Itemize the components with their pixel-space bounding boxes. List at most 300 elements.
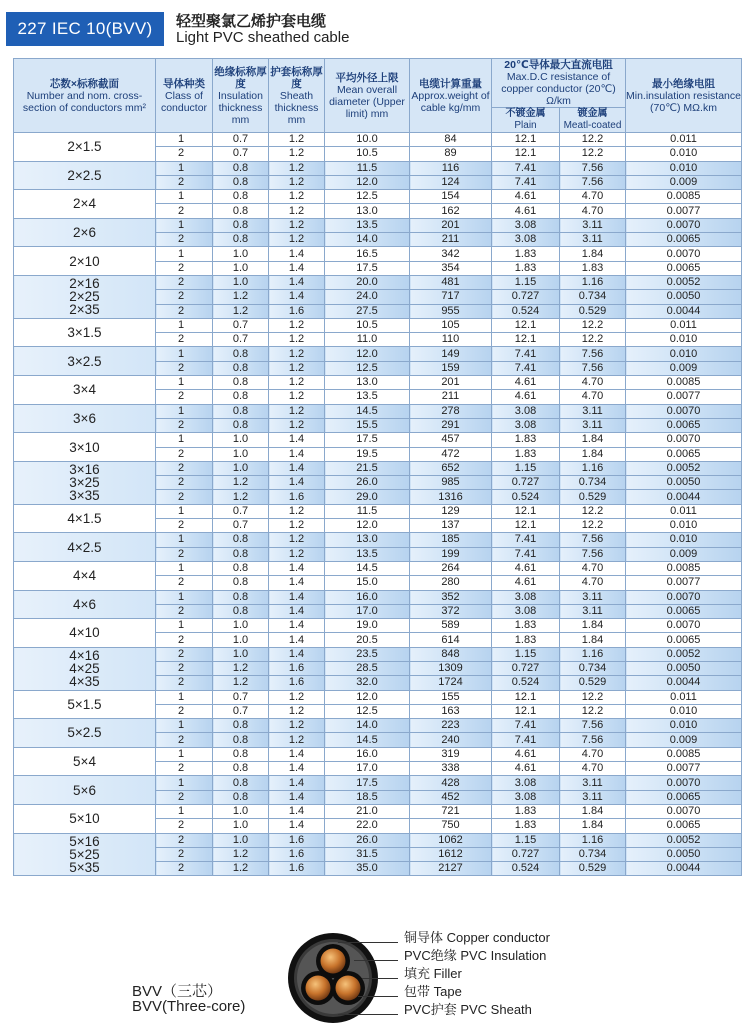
cell-sheath: 1.4 [269, 647, 325, 661]
cell-min-insulation: 0.0070 [626, 804, 742, 818]
cell-min-insulation: 0.0070 [626, 776, 742, 790]
cell-insulation: 0.8 [213, 790, 269, 804]
size-value: 2×6 [73, 225, 96, 241]
label-copper-conductor: 铜导体 Copper conductor [404, 930, 550, 945]
cell-class: 2 [156, 704, 213, 718]
cell-diameter: 17.0 [325, 762, 410, 776]
table-row [14, 590, 742, 604]
conductor-shape [336, 976, 361, 1001]
cell-insulation: 0.8 [213, 418, 269, 432]
cell-plain: 7.41 [492, 175, 560, 189]
cell-weight: 472 [410, 447, 492, 461]
cell-sheath: 1.4 [269, 261, 325, 275]
cell-plain: 0.727 [492, 847, 560, 861]
cell-sheath: 1.2 [269, 147, 325, 161]
cell-plain: 4.61 [492, 576, 560, 590]
cell-class: 1 [156, 804, 213, 818]
cell-sheath: 1.2 [269, 547, 325, 561]
cell-sheath: 1.4 [269, 747, 325, 761]
cell-sheath: 1.6 [269, 833, 325, 847]
conductor-shape [306, 976, 331, 1001]
cell-size [14, 161, 156, 190]
cell-class: 2 [156, 304, 213, 318]
cell-insulation: 1.0 [213, 433, 269, 447]
cell-min-insulation: 0.009 [626, 175, 742, 189]
cell-min-insulation: 0.011 [626, 504, 742, 518]
cell-sheath: 1.2 [269, 318, 325, 332]
cell-diameter: 12.0 [325, 347, 410, 361]
col-plain: 不镀金属 Plain [492, 108, 560, 133]
cell-diameter: 19.5 [325, 447, 410, 461]
cell-class: 2 [156, 390, 213, 404]
cell-plain: 7.41 [492, 719, 560, 733]
cell-diameter: 21.0 [325, 804, 410, 818]
cell-plain: 12.1 [492, 704, 560, 718]
cell-sheath: 1.6 [269, 661, 325, 675]
cell-diameter: 14.0 [325, 233, 410, 247]
cell-diameter: 18.5 [325, 790, 410, 804]
cell-plain: 12.1 [492, 133, 560, 147]
cell-insulation: 0.8 [213, 590, 269, 604]
cell-class: 2 [156, 204, 213, 218]
cell-insulation: 1.2 [213, 290, 269, 304]
cell-diameter: 11.0 [325, 333, 410, 347]
cell-weight: 291 [410, 418, 492, 432]
cell-min-insulation: 0.0077 [626, 390, 742, 404]
leader-line [354, 960, 398, 961]
table-row [14, 318, 742, 332]
cell-insulation: 0.8 [213, 733, 269, 747]
cell-sheath: 1.4 [269, 819, 325, 833]
cell-min-insulation: 0.0070 [626, 247, 742, 261]
table-row [14, 533, 742, 547]
cell-class: 1 [156, 318, 213, 332]
cell-sheath: 1.4 [269, 461, 325, 475]
cell-diameter: 20.0 [325, 275, 410, 289]
cell-coated: 7.56 [560, 347, 626, 361]
cell-coated: 1.16 [560, 275, 626, 289]
cell-class: 2 [156, 418, 213, 432]
col-diameter: 平均外径上限 Mean overall diameter (Upper limit) mm [325, 59, 410, 133]
cell-min-insulation: 0.0050 [626, 661, 742, 675]
cell-size [14, 376, 156, 405]
cell-coated: 1.84 [560, 804, 626, 818]
cell-class: 1 [156, 404, 213, 418]
cell-class: 2 [156, 819, 213, 833]
cell-min-insulation: 0.010 [626, 533, 742, 547]
cell-weight: 199 [410, 547, 492, 561]
cell-plain: 12.1 [492, 318, 560, 332]
col-insulation: 绝缘标称厚度 Insulation thickness mm [213, 59, 269, 133]
cell-insulation: 1.2 [213, 676, 269, 690]
size-value: 3×2.5 [67, 353, 102, 369]
cell-min-insulation: 0.010 [626, 719, 742, 733]
cell-insulation: 1.0 [213, 275, 269, 289]
cell-min-insulation: 0.009 [626, 361, 742, 375]
cell-coated: 12.2 [560, 147, 626, 161]
label-pvc-insulation: PVC绝缘 PVC Insulation [404, 948, 547, 963]
cell-insulation: 1.0 [213, 447, 269, 461]
cell-diameter: 12.5 [325, 190, 410, 204]
cell-sheath: 1.4 [269, 247, 325, 261]
cell-class: 2 [156, 519, 213, 533]
cell-class: 2 [156, 447, 213, 461]
cell-class: 1 [156, 719, 213, 733]
cell-sheath: 1.4 [269, 762, 325, 776]
cell-plain: 0.524 [492, 490, 560, 504]
cell-insulation: 1.0 [213, 833, 269, 847]
cell-weight: 201 [410, 376, 492, 390]
cell-min-insulation: 0.0052 [626, 647, 742, 661]
cell-plain: 3.08 [492, 233, 560, 247]
cell-insulation: 1.0 [213, 247, 269, 261]
cell-weight: 1612 [410, 847, 492, 861]
cell-size [14, 133, 156, 162]
cell-coated: 3.11 [560, 418, 626, 432]
cell-diameter: 17.0 [325, 604, 410, 618]
table-row [14, 247, 742, 261]
cell-coated: 0.529 [560, 304, 626, 318]
cell-insulation: 1.2 [213, 490, 269, 504]
cell-insulation: 0.8 [213, 547, 269, 561]
cell-plain: 1.83 [492, 819, 560, 833]
cell-diameter: 11.5 [325, 504, 410, 518]
cell-insulation: 0.8 [213, 719, 269, 733]
cell-weight: 211 [410, 390, 492, 404]
cell-coated: 4.70 [560, 561, 626, 575]
cell-class: 2 [156, 862, 213, 876]
table-row [14, 218, 742, 232]
cell-diameter: 32.0 [325, 676, 410, 690]
cell-weight: 589 [410, 619, 492, 633]
cell-min-insulation: 0.0044 [626, 304, 742, 318]
cell-insulation: 0.8 [213, 762, 269, 776]
leader-line [362, 978, 398, 979]
cell-weight: 110 [410, 333, 492, 347]
cell-size [14, 690, 156, 719]
size-value: 3×1.5 [67, 325, 102, 341]
cell-weight: 457 [410, 433, 492, 447]
cell-min-insulation: 0.0085 [626, 376, 742, 390]
cell-plain: 7.41 [492, 347, 560, 361]
cell-plain: 12.1 [492, 504, 560, 518]
cell-min-insulation: 0.0065 [626, 447, 742, 461]
cell-min-insulation: 0.0070 [626, 218, 742, 232]
cell-sheath: 1.2 [269, 133, 325, 147]
size-value: 5×1.5 [67, 696, 102, 712]
table-row [14, 190, 742, 204]
cell-coated: 4.70 [560, 747, 626, 761]
cell-plain: 0.524 [492, 676, 560, 690]
cell-coated: 7.56 [560, 733, 626, 747]
cell-sheath: 1.2 [269, 161, 325, 175]
cell-plain: 4.61 [492, 190, 560, 204]
table-row [14, 619, 742, 633]
cell-weight: 149 [410, 347, 492, 361]
cell-weight: 338 [410, 762, 492, 776]
cell-insulation: 0.8 [213, 561, 269, 575]
cell-class: 2 [156, 790, 213, 804]
cell-plain: 3.08 [492, 404, 560, 418]
cell-insulation: 1.2 [213, 862, 269, 876]
cell-class: 2 [156, 676, 213, 690]
cell-insulation: 0.8 [213, 747, 269, 761]
cell-insulation: 0.7 [213, 318, 269, 332]
cell-coated: 4.70 [560, 390, 626, 404]
cell-insulation: 0.8 [213, 404, 269, 418]
cell-coated: 1.16 [560, 647, 626, 661]
cell-coated: 7.56 [560, 533, 626, 547]
cell-class: 2 [156, 233, 213, 247]
model-badge: 227 IEC 10(BVV) [6, 12, 164, 46]
cell-plain: 12.1 [492, 147, 560, 161]
col-coated: 镀金属 Meatl-coated [560, 108, 626, 133]
leader-line [338, 1014, 398, 1015]
table-header [14, 59, 742, 133]
cell-insulation: 1.0 [213, 619, 269, 633]
cell-coated: 1.84 [560, 433, 626, 447]
size-value: 3×4 [73, 382, 96, 398]
table-row [14, 347, 742, 361]
cell-plain: 4.61 [492, 762, 560, 776]
cell-coated: 12.2 [560, 519, 626, 533]
cell-insulation: 0.8 [213, 218, 269, 232]
cell-plain: 1.15 [492, 833, 560, 847]
cell-size [14, 275, 156, 318]
cell-insulation: 0.8 [213, 533, 269, 547]
cell-diameter: 24.0 [325, 290, 410, 304]
cell-weight: 1062 [410, 833, 492, 847]
cell-plain: 12.1 [492, 333, 560, 347]
cell-min-insulation: 0.0050 [626, 290, 742, 304]
cell-min-insulation: 0.0065 [626, 604, 742, 618]
cell-diameter: 12.0 [325, 690, 410, 704]
cell-size [14, 804, 156, 833]
cell-min-insulation: 0.0065 [626, 790, 742, 804]
cell-insulation: 0.7 [213, 333, 269, 347]
cell-min-insulation: 0.010 [626, 519, 742, 533]
cell-plain: 4.61 [492, 376, 560, 390]
cell-plain: 3.08 [492, 418, 560, 432]
col-sheath: 护套标称厚度 Sheath thickness mm [269, 59, 325, 133]
cell-sheath: 1.4 [269, 476, 325, 490]
cell-sheath: 1.2 [269, 361, 325, 375]
cell-weight: 201 [410, 218, 492, 232]
cell-class: 1 [156, 747, 213, 761]
cell-size [14, 776, 156, 805]
cell-weight: 223 [410, 719, 492, 733]
cell-class: 2 [156, 661, 213, 675]
cell-insulation: 0.7 [213, 704, 269, 718]
table-row [14, 747, 742, 761]
cell-size [14, 619, 156, 648]
cell-insulation: 1.2 [213, 304, 269, 318]
cell-min-insulation: 0.010 [626, 704, 742, 718]
col-resistance: 20℃导体最大直流电阻 Max.D.C resistance of copper conductor (20℃) Ω/km [492, 59, 626, 108]
cell-sheath: 1.2 [269, 347, 325, 361]
cell-sheath: 1.4 [269, 433, 325, 447]
cell-min-insulation: 0.0052 [626, 461, 742, 475]
cell-plain: 7.41 [492, 361, 560, 375]
cell-plain: 4.61 [492, 561, 560, 575]
col-weight: 电缆计算重量 Approx.weight of cable kg/mm [410, 59, 492, 133]
cell-coated: 1.84 [560, 247, 626, 261]
cell-weight: 750 [410, 819, 492, 833]
cell-diameter: 20.5 [325, 633, 410, 647]
cell-class: 2 [156, 490, 213, 504]
cell-insulation: 0.8 [213, 233, 269, 247]
cell-coated: 0.734 [560, 847, 626, 861]
leader-line [338, 942, 398, 943]
cell-insulation: 1.0 [213, 633, 269, 647]
cell-weight: 955 [410, 304, 492, 318]
cell-weight: 185 [410, 533, 492, 547]
cell-coated: 3.11 [560, 404, 626, 418]
cell-min-insulation: 0.0077 [626, 204, 742, 218]
size-value: 2×2.5 [67, 167, 102, 183]
cell-weight: 352 [410, 590, 492, 604]
cell-weight: 280 [410, 576, 492, 590]
cell-diameter: 26.0 [325, 833, 410, 847]
cell-weight: 372 [410, 604, 492, 618]
cell-min-insulation: 0.0070 [626, 619, 742, 633]
cell-size [14, 719, 156, 748]
cell-weight: 105 [410, 318, 492, 332]
cell-coated: 7.56 [560, 161, 626, 175]
leader-line [358, 996, 398, 997]
cell-coated: 3.11 [560, 233, 626, 247]
cell-coated: 4.70 [560, 762, 626, 776]
cell-insulation: 0.8 [213, 604, 269, 618]
cell-insulation: 0.8 [213, 347, 269, 361]
cell-min-insulation: 0.0070 [626, 433, 742, 447]
cell-class: 1 [156, 347, 213, 361]
cell-insulation: 0.7 [213, 133, 269, 147]
cell-diameter: 12.5 [325, 361, 410, 375]
cell-diameter: 17.5 [325, 776, 410, 790]
cell-sheath: 1.2 [269, 690, 325, 704]
col-min-insulation: 最小绝缘电阻 Min.insulation resistance (70℃) MΩ.km [626, 59, 742, 133]
cell-plain: 1.83 [492, 247, 560, 261]
cell-min-insulation: 0.010 [626, 161, 742, 175]
model-english: BVV(Three-core) [132, 998, 246, 1015]
table-row [14, 804, 742, 818]
cell-size [14, 190, 156, 219]
cell-coated: 12.2 [560, 318, 626, 332]
cell-insulation: 0.8 [213, 161, 269, 175]
cell-plain: 3.08 [492, 590, 560, 604]
cell-diameter: 14.5 [325, 561, 410, 575]
cell-weight: 124 [410, 175, 492, 189]
cell-min-insulation: 0.0044 [626, 490, 742, 504]
cell-class: 1 [156, 190, 213, 204]
size-value: 2×10 [69, 253, 100, 269]
cell-insulation: 0.8 [213, 361, 269, 375]
cell-class: 1 [156, 247, 213, 261]
cell-weight: 154 [410, 190, 492, 204]
cell-sheath: 1.6 [269, 490, 325, 504]
cell-insulation: 0.7 [213, 147, 269, 161]
cell-size [14, 533, 156, 562]
cell-coated: 4.70 [560, 204, 626, 218]
cell-weight: 985 [410, 476, 492, 490]
cell-plain: 7.41 [492, 533, 560, 547]
cell-insulation: 0.7 [213, 690, 269, 704]
table-row [14, 776, 742, 790]
size-value: 4×10 [69, 625, 100, 641]
cell-plain: 3.08 [492, 790, 560, 804]
cell-min-insulation: 0.0052 [626, 275, 742, 289]
cell-coated: 1.83 [560, 261, 626, 275]
cell-coated: 3.11 [560, 604, 626, 618]
cell-diameter: 27.5 [325, 304, 410, 318]
size-value: 4×1.5 [67, 511, 102, 527]
cell-plain: 4.61 [492, 390, 560, 404]
cell-coated: 4.70 [560, 576, 626, 590]
cell-coated: 12.2 [560, 704, 626, 718]
spec-table [13, 58, 742, 876]
cell-insulation: 0.8 [213, 776, 269, 790]
cell-min-insulation: 0.011 [626, 690, 742, 704]
cell-insulation: 0.7 [213, 504, 269, 518]
col-size: 芯数×标称截面 Number and nom. cross-section of conductors mm² [14, 59, 156, 133]
cell-weight: 89 [410, 147, 492, 161]
cell-diameter: 13.5 [325, 390, 410, 404]
cell-min-insulation: 0.0065 [626, 418, 742, 432]
cell-insulation: 1.0 [213, 804, 269, 818]
cell-sheath: 1.4 [269, 790, 325, 804]
cell-coated: 1.84 [560, 619, 626, 633]
cell-diameter: 22.0 [325, 819, 410, 833]
cell-weight: 163 [410, 704, 492, 718]
cell-diameter: 12.0 [325, 175, 410, 189]
cell-plain: 1.83 [492, 804, 560, 818]
cell-min-insulation: 0.009 [626, 547, 742, 561]
cell-size [14, 404, 156, 433]
cell-plain: 1.83 [492, 447, 560, 461]
size-value: 2×35 [69, 302, 100, 318]
col-class: 导体种类 Class of conductor [156, 59, 213, 133]
table-row [14, 690, 742, 704]
cell-coated: 3.11 [560, 776, 626, 790]
cell-sheath: 1.2 [269, 204, 325, 218]
cell-class: 2 [156, 461, 213, 475]
cell-coated: 0.734 [560, 476, 626, 490]
cell-min-insulation: 0.0085 [626, 561, 742, 575]
cell-sheath: 1.2 [269, 533, 325, 547]
cell-min-insulation: 0.0070 [626, 404, 742, 418]
cell-coated: 4.70 [560, 190, 626, 204]
cell-class: 2 [156, 604, 213, 618]
cell-size [14, 318, 156, 347]
size-value: 5×35 [69, 859, 100, 875]
cell-plain: 3.08 [492, 604, 560, 618]
cell-diameter: 16.0 [325, 747, 410, 761]
cell-coated: 12.2 [560, 504, 626, 518]
cell-coated: 3.11 [560, 590, 626, 604]
table-row [14, 719, 742, 733]
cell-weight: 717 [410, 290, 492, 304]
cell-min-insulation: 0.010 [626, 333, 742, 347]
cell-weight: 2127 [410, 862, 492, 876]
cell-sheath: 1.4 [269, 561, 325, 575]
cell-size [14, 561, 156, 590]
cell-plain: 1.15 [492, 647, 560, 661]
size-value: 5×25 [69, 846, 100, 862]
table-row [14, 561, 742, 575]
size-value: 4×4 [73, 568, 96, 584]
cell-size [14, 504, 156, 533]
